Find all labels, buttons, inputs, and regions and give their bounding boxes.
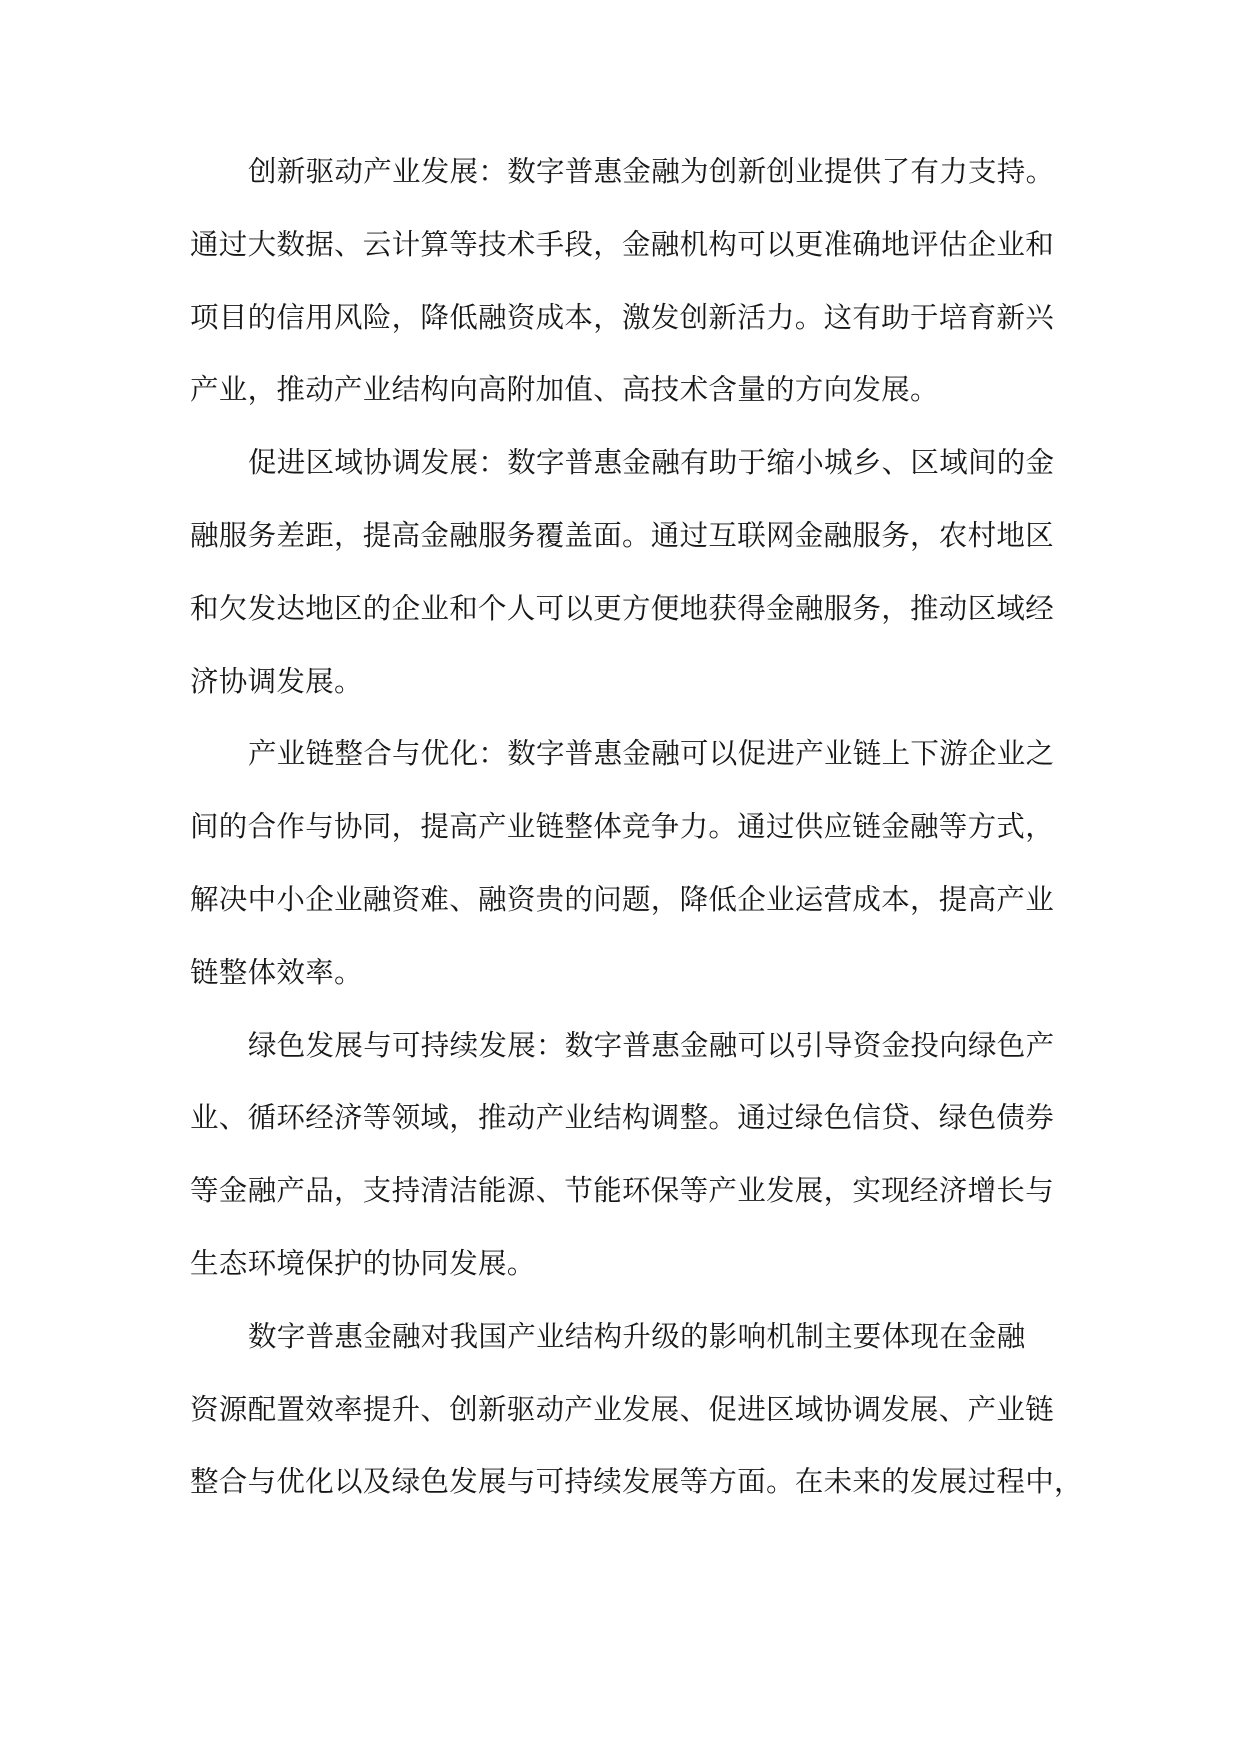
paragraph-line: 链整体效率。 [190, 955, 363, 989]
paragraph-line: 促进区域协调发展：数字普惠金融有助于缩小城乡、区域间的金 [248, 446, 1055, 480]
paragraph-line: 济协调发展。 [190, 664, 363, 698]
paragraph-line: 和欠发达地区的企业和个人可以更方便地获得金融服务，推动区域经 [190, 591, 1055, 625]
paragraph-line: 绿色发展与可持续发展：数字普惠金融可以引导资金投向绿色产 [248, 1028, 1055, 1062]
body-text [190, 136, 1083, 1519]
paragraph-line: 生态环境保护的协同发展。 [190, 1246, 536, 1280]
paragraph-line: 通过大数据、云计算等技术手段，金融机构可以更准确地评估企业和 [190, 227, 1055, 261]
paragraph-line: 业、循环经济等领域，推动产业结构调整。通过绿色信贷、绿色债券 [190, 1101, 1055, 1135]
paragraph-line: 数字普惠金融对我国产业结构升级的影响机制主要体现在金融 [248, 1319, 1026, 1353]
paragraph-line: 融服务差距，提高金融服务覆盖面。通过互联网金融服务，农村地区 [190, 518, 1055, 552]
paragraph-line: 产业，推动产业结构向高附加值、高技术含量的方向发展。 [190, 373, 939, 407]
paragraph-line: 等金融产品，支持清洁能源、节能环保等产业发展，实现经济增长与 [190, 1174, 1055, 1208]
paragraph-line: 创新驱动产业发展：数字普惠金融为创新创业提供了有力支持。 [248, 155, 1055, 188]
paragraph-line: 资源配置效率提升、创新驱动产业发展、促进区域协调发展、产业链 [190, 1392, 1055, 1426]
paragraph-line: 间的合作与协同，提高产业链整体竞争力。通过供应链金融等方式， [190, 810, 1055, 844]
paragraph-line: 整合与优化以及绿色发展与可持续发展等方面。在未来的发展过程中， [190, 1465, 1083, 1499]
paragraph-line: 产业链整合与优化：数字普惠金融可以促进产业链上下游企业之 [248, 737, 1055, 771]
paragraph-line: 解决中小企业融资难、融资贵的问题，降低企业运营成本，提高产业 [190, 882, 1055, 916]
paragraph-line: 项目的信用风险，降低融资成本，激发创新活力。这有助于培育新兴 [190, 300, 1055, 334]
